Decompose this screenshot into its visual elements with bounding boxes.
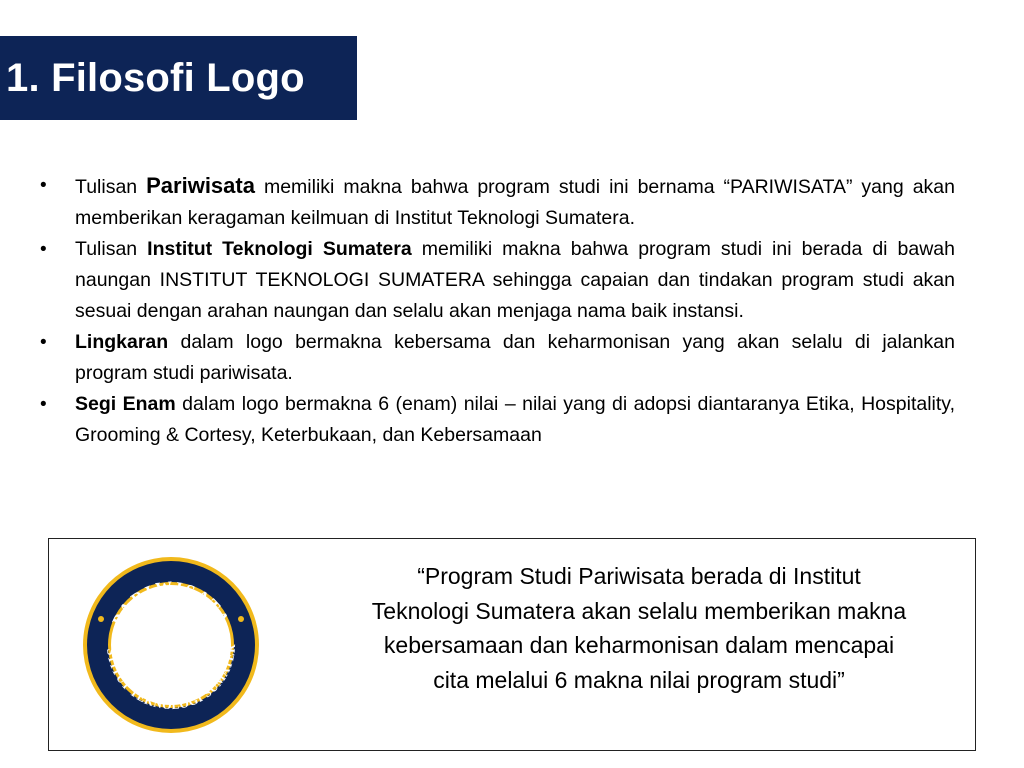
quote-text: “Program Studi Pariwisata berada di Institut Teknologi Sumatera akan selalu memberikan makna kebersamaan dan keharmonisan dalam mencapai cita melalui 6 makna nilai program studi”: [371, 563, 907, 693]
bullet-item-segi-enam: [40, 389, 955, 451]
bullet-dot: •: [40, 332, 47, 353]
bullet-prefix: Tulisan: [75, 176, 147, 198]
bullet-item-pariwisata: [40, 170, 955, 234]
page-title: 1. Filosofi Logo: [6, 55, 305, 100]
bullet-dot: •: [40, 394, 47, 415]
bullet-lead: Segi Enam: [75, 393, 176, 415]
bullet-text: dalam logo bermakna kebersama dan keharmonisan yang akan selalu di jalankan program studi pariwisata.: [75, 331, 955, 384]
bullet-item-institut: [40, 234, 955, 327]
logo-top-text: PARIWISATA: [108, 577, 234, 629]
logo-bottom-text: STITUT TEKNOLOGI SUMATER: [104, 643, 239, 713]
bullet-prefix: Tulisan: [75, 238, 148, 260]
bullet-item-lingkaran: [40, 327, 955, 389]
title-banner: [0, 36, 357, 120]
bullet-lead: Pariwisata: [146, 173, 255, 198]
quote-box: [48, 538, 976, 751]
logo-star-right: [238, 616, 244, 622]
logo-star-left: [98, 616, 104, 622]
bullet-dot: •: [40, 239, 47, 260]
logo-emblem-icon: [79, 553, 263, 737]
bullet-lead: Lingkaran: [75, 331, 169, 353]
bullet-text: dalam logo bermakna 6 (enam) nilai – nilai yang di adopsi diantaranya Etika, Hospitality, Grooming & Cortesy, Keterbukaan, dan Kebersamaan: [75, 393, 956, 446]
bullet-text: memiliki makna bahwa program studi ini berada di bawah naungan INSTITUT TEKNOLOGI SUMATERA sehingga capaian dan tindakan program studi akan sesuai dengan arahan naungan dan selalu akan menjaga nama baik instansi.: [75, 238, 955, 322]
bullet-lead: Institut Teknologi Sumatera: [147, 238, 412, 260]
bullet-list: [40, 170, 955, 451]
program-logo: [79, 553, 263, 737]
bullet-dot: •: [40, 175, 47, 196]
bullet-text: memiliki makna bahwa program studi ini bernama “PARIWISATA” yang akan memberikan keragaman keilmuan di Institut Teknologi Sumatera.: [75, 176, 955, 229]
